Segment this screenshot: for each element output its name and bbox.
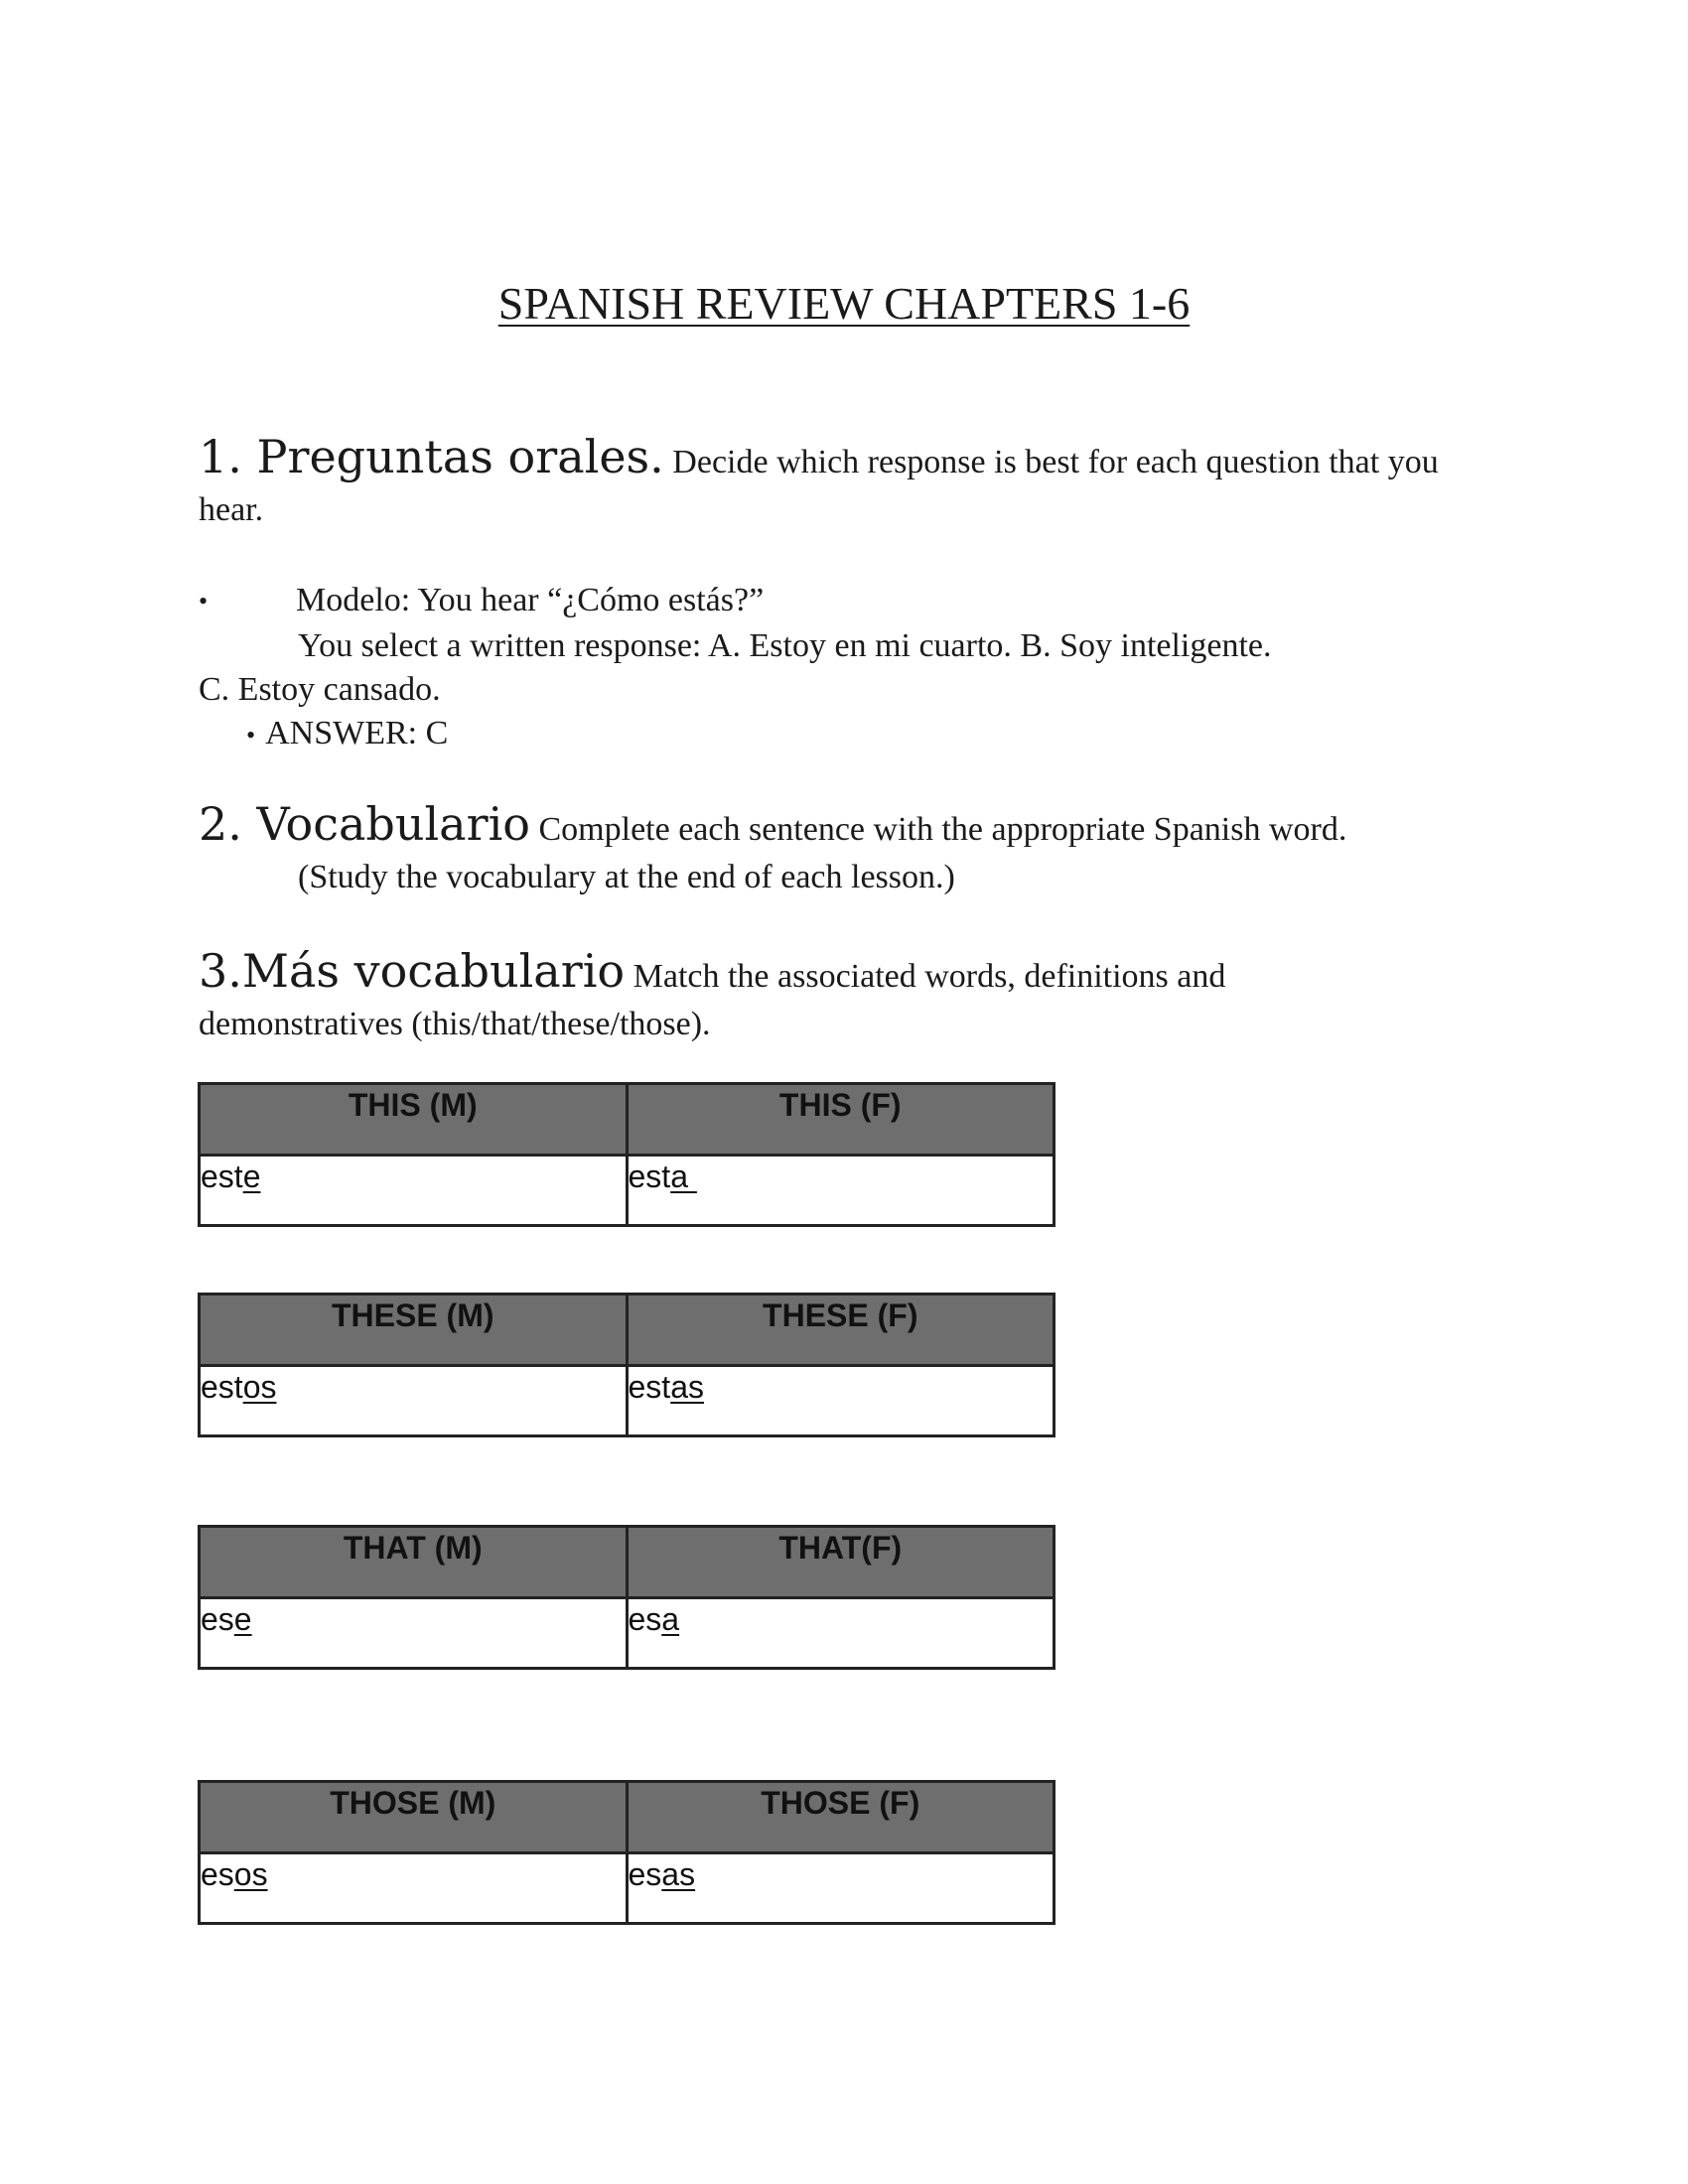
table-these	[198, 1293, 1055, 1437]
header-that-f: THAT(F)	[627, 1527, 1055, 1598]
section-1-instructions: Decide which response is best for each question that you	[663, 444, 1439, 480]
section-preguntas-orales	[199, 430, 1489, 534]
cell-this-m	[200, 1156, 628, 1226]
table-this	[198, 1082, 1055, 1227]
section-3-instructions-cont: demonstratives (this/that/these/those).	[199, 1006, 711, 1042]
section-3-intro	[199, 944, 1489, 1001]
modelo-option-c: C. Estoy cansado.	[199, 671, 441, 708]
answer-text: ANSWER: C	[265, 715, 449, 751]
cell-that-f	[627, 1598, 1055, 1669]
word-stem: es	[201, 1856, 234, 1892]
section-mas-vocabulario	[199, 944, 1489, 1048]
section-2-intro	[199, 797, 1489, 854]
word-ending: a	[670, 1159, 697, 1194]
section-vocabulario	[199, 797, 1489, 901]
header-these-m: THESE (M)	[200, 1295, 628, 1366]
modelo-response-options: You select a written response: A. Estoy en mi cuarto. B. Soy inteligente.	[298, 627, 1272, 664]
section-2-heading: 2. Vocabulario	[199, 797, 530, 851]
table-row	[200, 1366, 1055, 1436]
word-ending: a	[661, 1601, 680, 1637]
header-this-f: THIS (F)	[627, 1084, 1055, 1156]
bullet-icon: •	[199, 587, 209, 615]
word-stem: est	[628, 1369, 671, 1405]
word-ending: e	[242, 1159, 261, 1194]
table-header-row	[200, 1782, 1055, 1853]
word-stem: est	[201, 1159, 243, 1194]
section-3-heading: 3.Más vocabulario	[199, 944, 626, 998]
word-ending: os	[233, 1856, 268, 1892]
header-these-f: THESE (F)	[627, 1295, 1055, 1366]
table-row	[200, 1156, 1055, 1226]
cell-those-m	[200, 1853, 628, 1924]
table-row	[200, 1598, 1055, 1669]
word-ending: as	[670, 1369, 704, 1405]
word-stem: es	[628, 1856, 662, 1892]
cell-this-f	[627, 1156, 1055, 1226]
table-row	[200, 1853, 1055, 1924]
section-2-note: (Study the vocabulary at the end of each lesson.)	[298, 859, 955, 895]
table-that	[198, 1525, 1055, 1670]
answer-bullet-icon: •	[246, 721, 256, 750]
word-stem: es	[628, 1601, 662, 1637]
word-ending: os	[242, 1369, 277, 1405]
cell-those-f	[627, 1853, 1055, 1924]
modelo-line: Modelo: You hear “¿Cómo estás?”	[296, 582, 765, 618]
cell-these-m	[200, 1366, 628, 1436]
header-that-m: THAT (M)	[200, 1527, 628, 1598]
word-ending: as	[661, 1856, 696, 1892]
section-2-instructions: Complete each sentence with the appropriate Spanish word.	[530, 811, 1347, 848]
word-stem: es	[201, 1601, 234, 1637]
section-1-intro	[199, 430, 1489, 486]
modelo-answer	[246, 711, 448, 758]
section-3-instructions: Match the associated words, definitions and	[625, 958, 1226, 995]
page-title: SPANISH REVIEW CHAPTERS 1-6	[497, 278, 1191, 329]
table-header-row	[200, 1295, 1055, 1366]
header-this-m: THIS (M)	[200, 1084, 628, 1156]
word-stem: est	[201, 1369, 243, 1405]
section-1-heading: 1. Preguntas orales.	[199, 430, 664, 483]
cell-that-m	[200, 1598, 628, 1669]
header-those-m: THOSE (M)	[200, 1782, 628, 1853]
word-ending: e	[233, 1601, 252, 1637]
table-those	[198, 1780, 1055, 1925]
table-header-row	[200, 1084, 1055, 1156]
section-1-instructions-cont: hear.	[199, 491, 264, 528]
cell-these-f	[627, 1366, 1055, 1436]
header-those-f: THOSE (F)	[627, 1782, 1055, 1853]
word-stem: est	[628, 1159, 671, 1194]
table-header-row	[200, 1527, 1055, 1598]
